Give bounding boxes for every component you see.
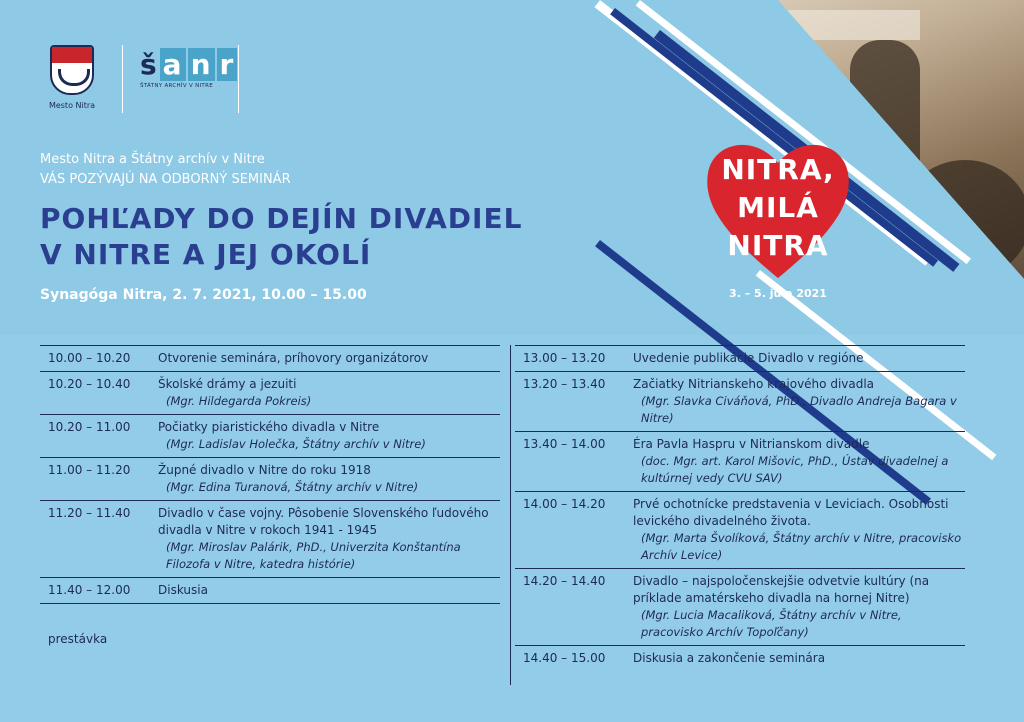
nitra-coat-of-arms-logo — [40, 45, 104, 115]
program-row: 11.20 – 11.40 Divadlo v čase vojny. Pôsobenie Slovenského ľudového divadla v Nitre v rokoch 1941 - 1945 (Mgr. Miroslav Palárik, PhD., Univerzita Konštantína Filozofa v Nitre, katedra histórie) — [40, 500, 500, 577]
festival-line-1: NITRA, — [721, 153, 835, 186]
venue-date-time: Synagóga Nitra, 2. 7. 2021, 10.00 – 15.00 — [40, 287, 367, 303]
sanr-subtitle: ŠTÁTNY ARCHÍV V NITRE — [140, 83, 213, 89]
seminar-title-line-2: V NITRE A JEJ OKOLÍ — [40, 238, 372, 271]
program-row: 14.00 – 14.20 Prvé ochotnícke predstavenia v Leviciach. Osobnosti levického divadelného života. (Mgr. Marta Švolíková, Štátny archív v Nitre, pracovisko Archív Levice) — [515, 491, 965, 568]
program-row: 11.40 – 12.00 Diskusia — [40, 577, 500, 603]
seminar-title-line-1: POHĽADY DO DEJÍN DIVADIEL — [40, 202, 523, 235]
program-row: 10.20 – 10.40 Školské drámy a jezuiti (Mgr. Hildegarda Pokreis) — [40, 371, 500, 414]
logo-divider-left — [122, 45, 123, 113]
program-row: 13.40 – 14.00 Éra Pavla Haspru v Nitrianskom divadle (doc. Mgr. art. Karol Mišovic, PhD., Ústav divadelnej a kultúrnej vedy CVU SAV) — [515, 431, 965, 491]
pause-label: prestávka — [40, 603, 500, 646]
shield-icon — [50, 45, 94, 95]
intro-line-2: VÁS POZÝVAJÚ NA ODBORNÝ SEMINÁR — [40, 172, 291, 187]
program-row: 11.00 – 11.20 Župné divadlo v Nitre do roku 1918 (Mgr. Edina Turanová, Štátny archív v Nitre) — [40, 457, 500, 500]
festival-heart-logo — [703, 133, 853, 283]
program-row: 14.20 – 14.40 Divadlo – najspoločenskejšie odvetvie kultúry (na príklade amatérskeho divadla na hornej Nitre) (Mgr. Lucia Macaliková, Štátny archív v Nitre, pracovisko Archív Topoľčany) — [515, 568, 965, 645]
festival-line-3: NITRA — [727, 229, 829, 262]
program-row: 13.00 – 13.20 Uvedenie publikácie Divadlo v regióne — [515, 345, 965, 371]
logo-nitra-caption: Mesto Nitra — [48, 101, 96, 110]
sanr-logo — [140, 48, 235, 108]
festival-line-2: MILÁ — [737, 191, 819, 224]
logo-divider-right — [238, 45, 239, 113]
sanr-wordmark: š a n r — [140, 48, 230, 81]
program-right-column — [515, 345, 965, 671]
program-left-column — [40, 345, 500, 646]
intro-line-1: Mesto Nitra a Štátny archív v Nitre — [40, 152, 265, 167]
program-row: 10.20 – 11.00 Počiatky piaristického divadla v Nitre (Mgr. Ladislav Holečka, Štátny archív v Nitre) — [40, 414, 500, 457]
program-row: 13.20 – 13.40 Začiatky Nitrianskeho krajového divadla (Mgr. Slavka Civáňová, PhD., Divadlo Andreja Bagara v Nitre) — [515, 371, 965, 431]
festival-dates: 3. – 5. júla 2021 — [729, 287, 827, 300]
program-column-divider — [510, 345, 511, 685]
program-row: 14.40 – 15.00 Diskusia a zakončenie seminára — [515, 645, 965, 671]
program-row: 10.00 – 10.20 Otvorenie seminára, príhovory organizátorov — [40, 345, 500, 371]
